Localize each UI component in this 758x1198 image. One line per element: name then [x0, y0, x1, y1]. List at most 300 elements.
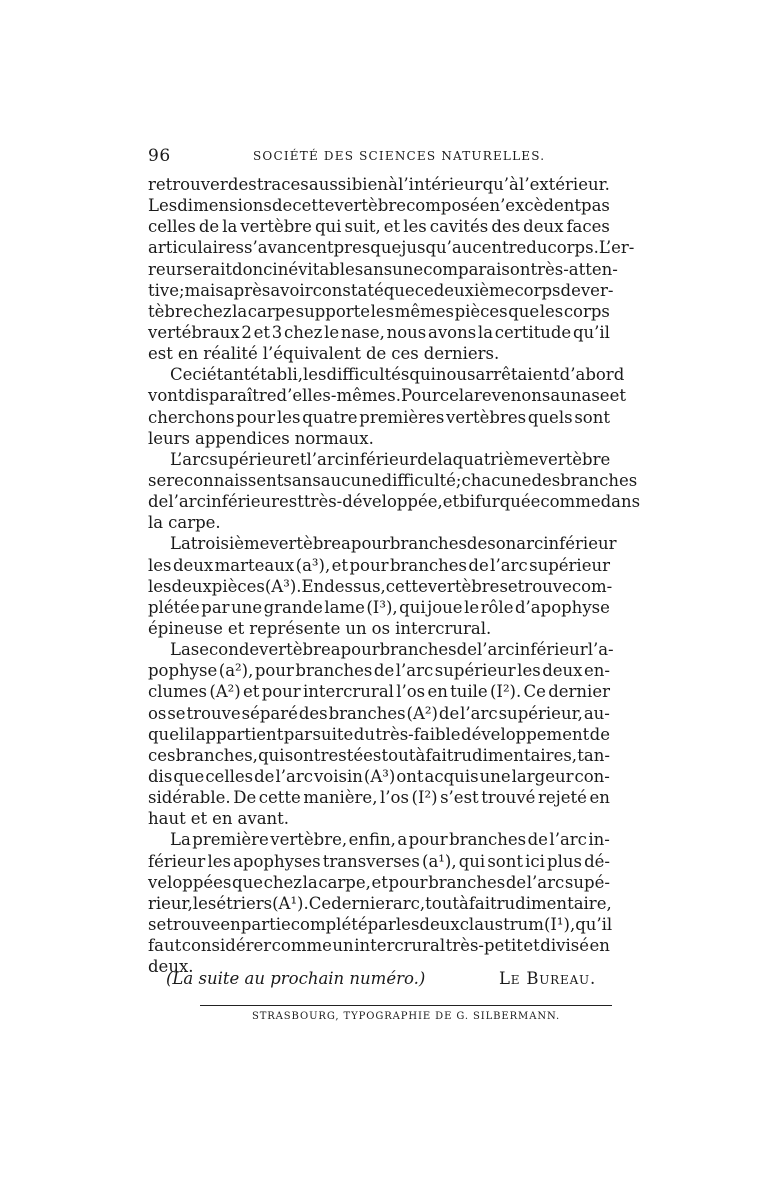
- word: inférieur: [344, 449, 418, 469]
- word: nase: [570, 386, 610, 406]
- word: corps.: [547, 238, 599, 258]
- word: se: [499, 576, 518, 596]
- word: de: [527, 830, 548, 850]
- word: la: [148, 513, 164, 533]
- word: pour: [254, 661, 294, 681]
- word: par: [367, 914, 396, 934]
- word: avons: [427, 322, 477, 342]
- word: comme: [271, 936, 332, 956]
- word: largeur: [511, 766, 574, 786]
- word: l’arc: [476, 640, 515, 660]
- word: qui: [399, 597, 426, 617]
- word: suite: [312, 724, 354, 744]
- word: transverses: [322, 851, 420, 871]
- word: complété: [290, 914, 368, 934]
- text-line: [148, 216, 610, 237]
- word: (A³): [363, 766, 396, 786]
- word: dernier: [331, 893, 393, 913]
- word: que: [173, 766, 205, 786]
- word: cette: [258, 788, 301, 808]
- word: en: [589, 788, 610, 808]
- word: en: [427, 682, 448, 702]
- word: vertébraux: [148, 322, 240, 342]
- word: de: [198, 217, 220, 237]
- word: intercrural.: [395, 618, 492, 638]
- text-line: [148, 872, 610, 893]
- word: lame: [324, 597, 365, 617]
- word: divisé: [540, 936, 589, 956]
- word: à: [415, 745, 426, 765]
- word: et: [442, 492, 460, 512]
- word: seconde: [190, 640, 260, 660]
- word: qui: [258, 745, 285, 765]
- word: très-atten-: [530, 259, 618, 279]
- word: représente: [249, 618, 341, 638]
- word: tout: [381, 745, 416, 765]
- word: deux: [171, 576, 212, 596]
- word: des: [227, 175, 257, 194]
- word: jusqu’au: [401, 238, 473, 258]
- word: haut: [148, 809, 186, 829]
- word: centre: [472, 238, 527, 258]
- word: acquis: [424, 766, 479, 786]
- text-line: [148, 893, 610, 914]
- word: son: [487, 534, 517, 554]
- word: La: [170, 640, 191, 660]
- word: s’est: [440, 788, 479, 808]
- word: com-: [571, 576, 613, 596]
- word: cavités: [429, 217, 489, 237]
- text-line: [148, 343, 610, 364]
- word: ver-: [580, 280, 614, 300]
- word: la: [477, 322, 494, 342]
- word: carpe.: [168, 513, 221, 533]
- word: qui: [409, 365, 436, 385]
- word: pour: [408, 830, 448, 850]
- word: cherchons: [148, 407, 235, 427]
- word: constaté: [312, 280, 384, 300]
- word: développement: [461, 724, 590, 744]
- word: de: [466, 534, 488, 554]
- word: appartient: [195, 724, 284, 744]
- word: (A³).: [264, 576, 302, 596]
- text-line: [148, 385, 626, 406]
- running-head: [148, 146, 610, 166]
- word: du: [526, 238, 548, 258]
- word: plétée: [148, 597, 200, 617]
- word: et: [227, 618, 245, 638]
- word: qu’il: [575, 914, 613, 934]
- word: à: [458, 893, 469, 913]
- word: des: [491, 217, 521, 237]
- word: reconnaissent: [166, 470, 284, 490]
- word: a: [397, 830, 408, 850]
- word: de: [254, 766, 275, 786]
- word: traces: [256, 175, 309, 194]
- word: (a²),: [218, 661, 254, 681]
- text-line: [148, 829, 610, 850]
- word: férieur: [148, 851, 206, 871]
- word: quel: [148, 724, 185, 744]
- word: le: [464, 597, 480, 617]
- word: les: [395, 914, 420, 934]
- text-line: [148, 766, 610, 787]
- word: pour: [340, 640, 380, 660]
- word: comme: [540, 492, 601, 512]
- word: deux: [419, 914, 460, 934]
- word: s’avancent: [244, 238, 334, 258]
- word: se: [148, 914, 167, 934]
- text-line: [148, 851, 610, 872]
- word: dessus,: [324, 576, 386, 596]
- word: et: [371, 872, 388, 892]
- word: vertèbre,: [270, 830, 348, 850]
- word: (a³),: [295, 555, 331, 575]
- word: l’arc: [306, 449, 344, 469]
- word: supérieur: [434, 661, 516, 681]
- word: pophyse: [148, 661, 218, 681]
- word: et: [243, 682, 260, 702]
- text-line: [148, 470, 638, 491]
- word: de: [373, 661, 395, 681]
- word: marteaux: [214, 555, 295, 575]
- word: au-: [583, 703, 610, 723]
- word: Ceci: [170, 365, 207, 385]
- word: a: [330, 640, 341, 660]
- word: et: [290, 449, 307, 469]
- word: voisin: [313, 766, 363, 786]
- word: le: [324, 322, 340, 342]
- word: deuxième: [433, 280, 515, 300]
- word: branches: [428, 872, 506, 892]
- word: carpe: [247, 301, 296, 321]
- word: revenons: [474, 386, 551, 406]
- word: clumes: [148, 682, 208, 702]
- word: et: [190, 809, 208, 829]
- word: étriers: [216, 893, 273, 913]
- word: les: [148, 555, 172, 575]
- word: inévitable: [272, 259, 355, 279]
- word: La: [170, 830, 191, 850]
- word: De: [233, 788, 257, 808]
- word: au: [550, 386, 571, 406]
- word: 3: [271, 322, 283, 342]
- word: de: [365, 344, 387, 364]
- word: vertèbres: [446, 407, 527, 427]
- word: La: [170, 534, 191, 554]
- word: que: [383, 280, 415, 300]
- word: celles: [205, 766, 254, 786]
- word: de: [505, 872, 527, 892]
- word: première: [192, 830, 269, 850]
- word: de: [271, 196, 293, 216]
- text-line: [148, 745, 610, 766]
- word: arc: [516, 534, 544, 554]
- text-line: [148, 660, 610, 681]
- word: sans: [283, 470, 321, 490]
- word: cette: [292, 196, 335, 216]
- word: vont: [148, 386, 185, 406]
- word: (I²).: [489, 682, 522, 702]
- word: une: [392, 259, 424, 279]
- word: (a¹),: [422, 851, 457, 871]
- word: tout: [425, 893, 459, 913]
- word: les: [370, 301, 395, 321]
- word: l’os: [380, 788, 409, 808]
- word: con-: [574, 766, 610, 786]
- word: inférieur: [543, 534, 617, 554]
- word: les: [517, 661, 541, 681]
- word: l’équivalent: [262, 344, 361, 364]
- text-line: [148, 364, 625, 385]
- text-line: [148, 259, 618, 280]
- word: vertèbre: [259, 640, 331, 660]
- word: très-faible: [375, 724, 461, 744]
- word: en: [589, 936, 610, 956]
- word: pour: [388, 872, 428, 892]
- word: branches,: [175, 745, 258, 765]
- word: chez: [263, 872, 302, 892]
- word: leurs: [148, 428, 191, 448]
- word: des: [531, 470, 561, 490]
- text-line: [148, 555, 610, 576]
- word: ces: [391, 344, 419, 364]
- word: cette: [385, 576, 428, 596]
- word: fait: [468, 893, 497, 913]
- word: deux: [542, 661, 583, 681]
- word: Les: [148, 196, 178, 216]
- word: sans: [354, 259, 393, 279]
- word: sont: [574, 407, 610, 427]
- word: une: [479, 766, 511, 786]
- word: branches: [560, 470, 638, 490]
- word: l’extérieur.: [519, 175, 610, 194]
- word: rudimentaire,: [496, 893, 612, 913]
- word: les: [276, 407, 301, 427]
- word: plus: [547, 851, 582, 871]
- word: en: [212, 809, 233, 829]
- word: les: [148, 576, 172, 596]
- word: inférieur: [205, 492, 280, 512]
- text-line: [148, 237, 635, 258]
- word: deux: [172, 555, 214, 575]
- word: que: [508, 301, 540, 321]
- word: tuile: [450, 682, 488, 702]
- word: vertèbre: [538, 449, 611, 469]
- word: articulaires: [148, 238, 245, 258]
- word: un: [332, 936, 354, 956]
- word: dis: [148, 766, 173, 786]
- word: carpe,: [318, 872, 371, 892]
- word: deux: [523, 217, 564, 237]
- word: comparaison: [423, 259, 531, 279]
- word: chez: [193, 301, 232, 321]
- text-line: [148, 808, 610, 829]
- word: tan-: [577, 745, 610, 765]
- word: rudimentaires,: [453, 745, 578, 765]
- word: appendices: [195, 428, 290, 448]
- word: presque: [333, 238, 402, 258]
- word: (I¹),: [543, 914, 576, 934]
- word: intercrural: [354, 936, 446, 956]
- word: branches: [328, 703, 406, 723]
- word: ce: [414, 280, 434, 300]
- text-line: [148, 681, 610, 702]
- word: rôle: [480, 597, 514, 617]
- running-title: SOCIÉTÉ DES SCIENCES NATURELLES.: [253, 149, 546, 163]
- word: chez: [284, 322, 323, 342]
- word: partie: [240, 914, 291, 934]
- word: arc,: [392, 893, 426, 913]
- word: très-développée,: [303, 492, 443, 512]
- word: et: [523, 936, 540, 956]
- word: se: [148, 470, 167, 490]
- word: cela: [439, 386, 474, 406]
- word: aucune: [320, 470, 382, 490]
- word: corps: [514, 280, 561, 300]
- word: en: [177, 344, 199, 364]
- word: disparaître: [184, 386, 277, 406]
- word: ces: [148, 745, 176, 765]
- word: pour: [350, 534, 390, 554]
- text-line: [148, 301, 610, 322]
- word: la: [222, 217, 238, 237]
- word: corps: [563, 301, 610, 321]
- text-line: [148, 322, 610, 343]
- word: très-petit: [445, 936, 523, 956]
- word: l’intérieur: [398, 175, 483, 194]
- word: l’arc: [549, 830, 587, 850]
- word: de: [468, 555, 489, 575]
- word: est: [279, 492, 304, 512]
- text-line: [148, 280, 614, 301]
- word: sont: [284, 745, 321, 765]
- text-line: [148, 407, 610, 428]
- word: les: [207, 851, 231, 871]
- word: épineuse: [148, 618, 223, 638]
- word: derniers.: [423, 344, 500, 364]
- word: supérieur: [209, 449, 291, 469]
- word: réalité: [203, 344, 258, 364]
- word: la: [232, 301, 248, 321]
- word: supérieur: [529, 555, 610, 575]
- word: qui: [314, 217, 342, 237]
- word: et: [331, 555, 349, 575]
- word: (I²): [411, 788, 438, 808]
- word: (I³),: [366, 597, 398, 617]
- page-number: 96: [148, 146, 171, 166]
- text-line: [148, 428, 610, 449]
- word: branches: [379, 640, 457, 660]
- word: mais: [184, 280, 224, 300]
- word: nase,: [340, 322, 385, 342]
- word: séparé: [241, 703, 298, 723]
- word: de: [456, 640, 477, 660]
- word: en-: [583, 661, 610, 681]
- text-line: [148, 533, 617, 554]
- word: grande: [263, 597, 323, 617]
- word: a: [341, 534, 351, 554]
- word: aussi: [308, 175, 352, 194]
- word: arrêtaient: [475, 365, 560, 385]
- imprint-rule: [200, 1005, 612, 1006]
- word: 2: [241, 322, 252, 342]
- word: pour: [236, 407, 276, 427]
- word: et: [253, 322, 270, 342]
- word: se: [167, 703, 186, 723]
- word: l’arc: [395, 661, 434, 681]
- word: veloppées: [148, 872, 232, 892]
- word: qui: [458, 851, 486, 871]
- word: deux.: [148, 957, 194, 977]
- word: trouve: [166, 914, 221, 934]
- text-line: [148, 576, 613, 597]
- word: reur: [148, 259, 185, 279]
- word: l’arc: [275, 766, 313, 786]
- word: ont: [396, 766, 424, 786]
- word: trouvé: [481, 788, 536, 808]
- word: faces: [566, 217, 610, 237]
- word: et: [383, 217, 401, 237]
- word: que: [232, 872, 264, 892]
- word: certitude: [494, 322, 572, 342]
- word: l’os: [396, 682, 426, 702]
- word: tèbre: [148, 301, 193, 321]
- word: vertèbre: [240, 217, 312, 237]
- word: branches: [295, 661, 373, 681]
- word: quels: [527, 407, 573, 427]
- word: inférieur: [514, 640, 588, 660]
- word: supérieur,: [498, 703, 583, 723]
- word: un: [345, 618, 367, 638]
- word: difficultés: [326, 365, 410, 385]
- word: (A²): [406, 703, 438, 723]
- word: quatre: [302, 407, 358, 427]
- text-line: [148, 195, 610, 216]
- word: tive;: [148, 280, 185, 300]
- text-line: [148, 449, 610, 470]
- word: en: [220, 914, 241, 934]
- word: manière,: [303, 788, 378, 808]
- text-line: [148, 491, 641, 512]
- word: bifurquée: [459, 492, 541, 512]
- word: claustrum: [459, 914, 544, 934]
- word: donc: [232, 259, 273, 279]
- word: restées: [320, 745, 382, 765]
- word: (A¹).: [272, 893, 309, 913]
- text-line: [148, 914, 613, 935]
- word: os: [148, 703, 167, 723]
- word: l’arc: [168, 492, 206, 512]
- word: l’a-: [587, 640, 614, 660]
- word: bien: [351, 175, 388, 194]
- word: des: [298, 703, 328, 723]
- word: avant.: [237, 809, 290, 829]
- text-line: [148, 618, 610, 639]
- text-line: [148, 935, 610, 956]
- word: dans: [600, 492, 641, 512]
- word: in-: [588, 830, 610, 850]
- word: après: [223, 280, 271, 300]
- word: Ce: [308, 893, 332, 913]
- word: Ce: [523, 682, 546, 702]
- word: d’abord: [559, 365, 625, 385]
- word: rieur,: [148, 893, 193, 913]
- word: composée: [406, 196, 490, 216]
- word: L’er-: [598, 238, 635, 258]
- word: la: [302, 872, 318, 892]
- word: intercrural: [302, 682, 394, 702]
